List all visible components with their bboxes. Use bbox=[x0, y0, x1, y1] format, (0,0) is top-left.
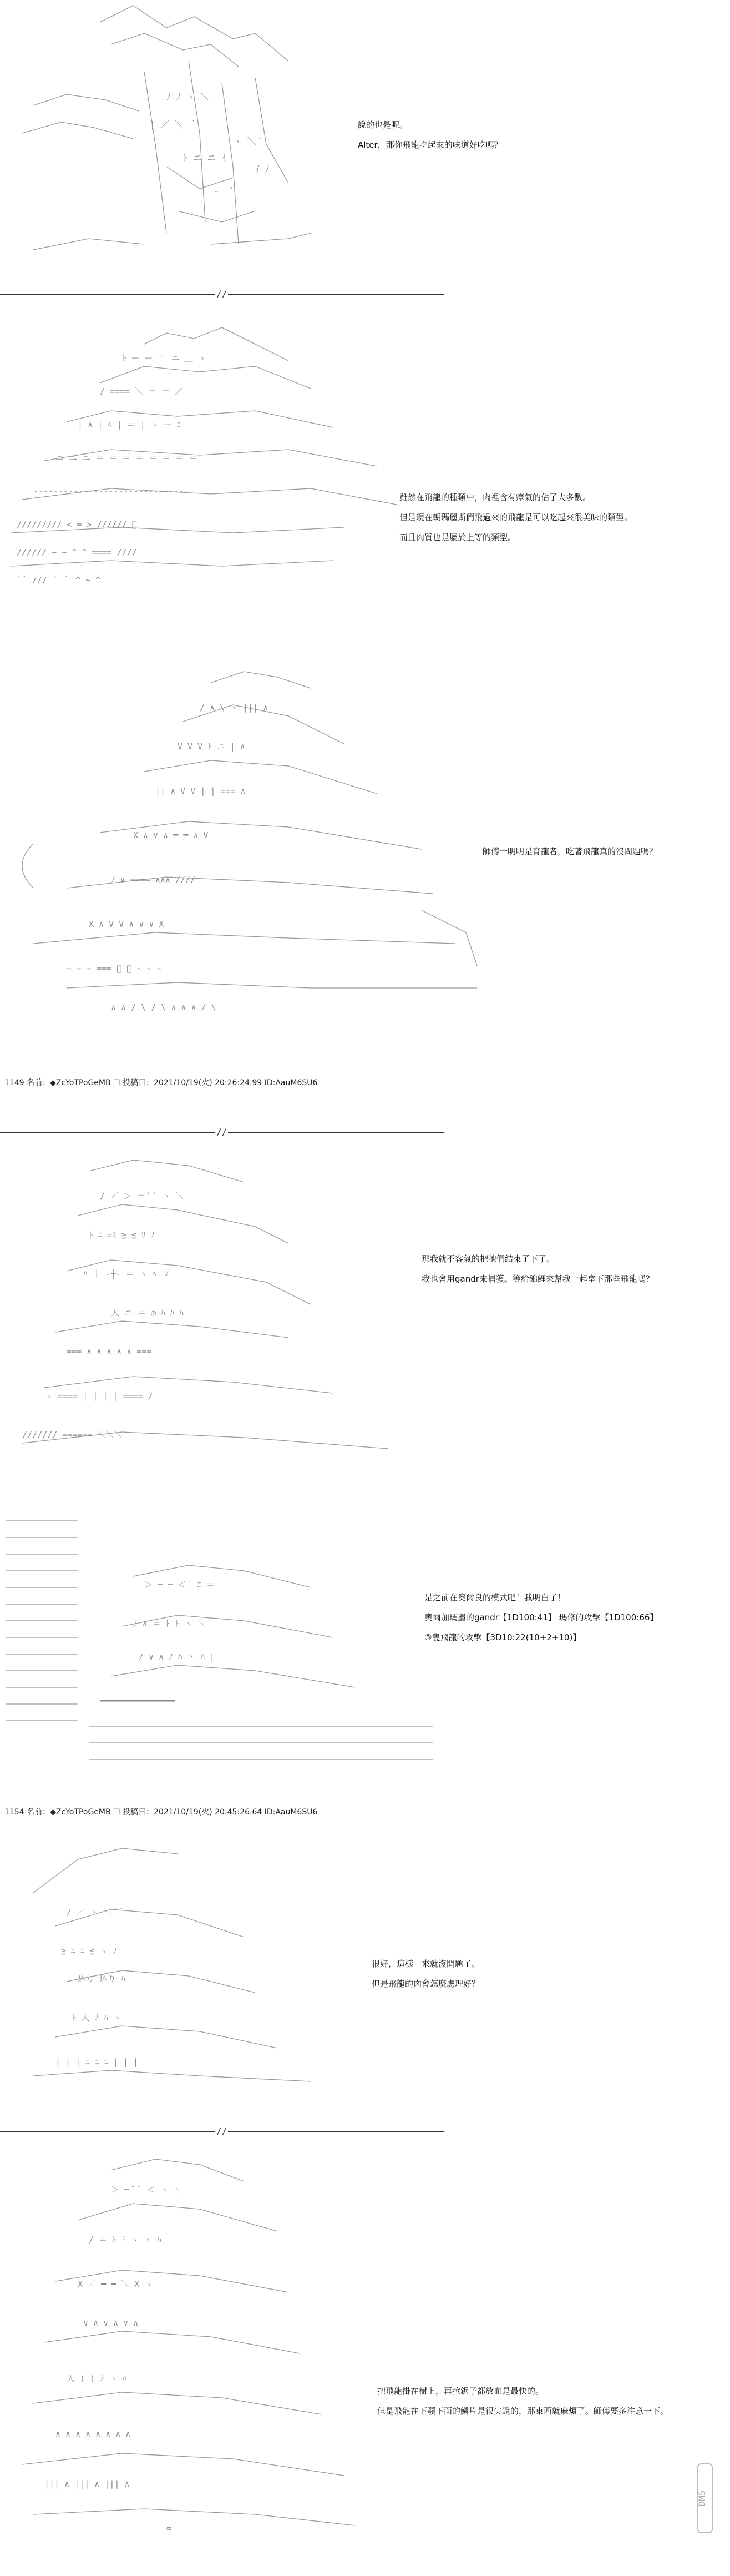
svg-text:| ∧ | ﾍ | ＝ | ゝ ー ﾆ: | ∧ | ﾍ | ＝ | ゝ ー ﾆ bbox=[78, 420, 181, 430]
dialogue-line: 奧爾加瑪麗的gandr【1D100:41】 瑪修的攻擊【1D100:66】 bbox=[424, 1612, 658, 1622]
watermark-text: DM5 bbox=[697, 2490, 707, 2507]
svg-text:/ ＝ ﾄ ﾄ ヽ ヽ ﾊ: / ＝ ﾄ ﾄ ヽ ヽ ﾊ bbox=[89, 2235, 161, 2245]
svg-text:ヽ ==== | | | | ==== /: ヽ ==== | | | | ==== / bbox=[44, 1391, 153, 1401]
divider-mark: // bbox=[216, 2126, 227, 2136]
ascii-art-character-2 bbox=[0, 311, 730, 655]
panel-4 bbox=[0, 1149, 730, 1504]
svg-text:ﾞ ﾞ /// ´ ｀ ^ ~ ^: ﾞ ﾞ /// ´ ｀ ^ ~ ^ bbox=[17, 575, 101, 585]
ascii-art-character-4 bbox=[0, 1149, 730, 1504]
svg-text:X ／ ━ ━ ＼ X ヽ: X ／ ━ ━ ＼ X ヽ bbox=[78, 2279, 153, 2289]
watermark-logo bbox=[688, 2459, 722, 2537]
dialogue-line: 師傅一明明是育龍者，吃著飛龍真的沒問題嗎？ bbox=[483, 846, 658, 856]
svg-text:X ∧ V V ∧ ∨ ∨ X: X ∧ V V ∧ ∨ ∨ X bbox=[89, 919, 164, 929]
svg-text:込り 込り ﾊ: 込り 込り ﾊ bbox=[78, 1974, 125, 1984]
dialogue-line: 說的也是呢。 bbox=[358, 120, 408, 130]
svg-text:ｲ ﾉ: ｲ ﾉ bbox=[255, 164, 270, 174]
svg-text:|| ∧ V V | | === ∧: || ∧ V V | | === ∧ bbox=[155, 786, 246, 796]
panel-1 bbox=[0, 0, 730, 289]
svg-text:ﾉ ﾉ ヽ ＼: ﾉ ﾉ ヽ ＼ bbox=[166, 92, 209, 102]
dialogue-6 bbox=[372, 1954, 480, 1994]
svg-text:ﾉ ∧ ＝ ﾄ ﾄ ヽ ＼: ﾉ ∧ ＝ ﾄ ﾄ ヽ ＼ bbox=[133, 1619, 206, 1629]
svg-text:| ／ ＼ ｀: | ／ ＼ ｀ bbox=[150, 119, 198, 130]
panel-3 bbox=[0, 655, 730, 1066]
svg-text:ﾄ ニ ニ ｲ: ﾄ ニ ニ ｲ bbox=[183, 153, 226, 163]
post-header-2 bbox=[4, 1806, 317, 1817]
svg-text:/ ==== ＼ ＝ ＝ ／: / ==== ＼ ＝ ＝ ／ bbox=[100, 386, 184, 396]
svg-text:∨ ∧ ∨ ∧ ∨ ∧: ∨ ∧ ∨ ∧ ∨ ∧ bbox=[83, 2318, 139, 2328]
dialogue-line: 是之前在奧爾良的模式吧！我明白了！ bbox=[424, 1592, 566, 1602]
section-divider bbox=[0, 289, 730, 300]
svg-text:V V V ﾄ ニ | ∧: V V V ﾄ ニ | ∧ bbox=[178, 742, 245, 752]
ascii-art-character-5 bbox=[0, 1504, 730, 1809]
svg-text:∞: ∞ bbox=[166, 2523, 172, 2533]
dialogue-line: 我也會用gandr來捕獲。等給錦鯉來幫我一起拿下那些飛龍嗎？ bbox=[422, 1274, 654, 1284]
dialogue-1 bbox=[358, 115, 503, 155]
dialogue-7 bbox=[377, 2381, 668, 2421]
svg-text:∧ ∧ / \ / \ ∧ ∧ ∧ / \: ∧ ∧ / \ / \ ∧ ∧ ∧ / \ bbox=[111, 1002, 216, 1012]
dialogue-line: 而且肉質也是屬於上等的類型。 bbox=[399, 532, 516, 542]
dialogue-3 bbox=[483, 841, 657, 861]
divider-mark: // bbox=[216, 1127, 227, 1137]
svg-text:/ ／ ヽ ＼ ﾞ ﾞ: / ／ ヽ ＼ ﾞ ﾞ bbox=[67, 1907, 124, 1917]
dialogue-line: 把飛龍掛在樹上，再拉鋸子都放血是最快的。 bbox=[377, 2386, 544, 2396]
section-divider bbox=[0, 1127, 730, 1138]
svg-text:人 ニ ＝ ◎ ﾊ ﾊ ﾊ: 人 ニ ＝ ◎ ﾊ ﾊ ﾊ bbox=[111, 1308, 184, 1318]
svg-text:ﾄ ー ー ＝ ニ ＿ ヽ: ﾄ ー ー ＝ ニ ＿ ヽ bbox=[122, 353, 206, 363]
svg-text:＞ ─ ﾞ ﾞ ＜ ヽ ＼: ＞ ─ ﾞ ﾞ ＜ ヽ ＼ bbox=[111, 2185, 182, 2195]
svg-text:ﾉ ∨ ==== ∧∧∧ ////: ﾉ ∨ ==== ∧∧∧ //// bbox=[111, 875, 195, 885]
svg-text:ヽ ＼ ﾞ: ヽ ＼ ﾞ bbox=[233, 136, 263, 147]
dialogue-line: 那我就不客氣的把牠們結束了下了。 bbox=[422, 1254, 555, 1264]
svg-text:ﾄ 人 ﾉ ﾊ ヽ: ﾄ 人 ﾉ ﾊ ヽ bbox=[72, 2013, 121, 2023]
svg-text:ニ ニ ニ ＝ ＝ ＝ ＝ ＝ ＝ ＝ ＝: ニ ニ ニ ＝ ＝ ＝ ＝ ＝ ＝ ＝ ＝ bbox=[55, 453, 197, 463]
ascii-art-character-6 bbox=[0, 1826, 730, 2115]
dialogue-line: 但是現在朝瑪麗斯們飛過來的飛龍是可以吃起來很美味的類型。 bbox=[399, 512, 633, 522]
post-info-text: 1149 名前：◆ZcYoTPoGeMB ☐ 投稿日：2021/10/19(火) 20:26:24.99 ID:AauM6SU6 bbox=[4, 1078, 318, 1087]
dialogue-line: ③隻飛龍的攻擊【3D10:22(10+2+10)】 bbox=[424, 1632, 581, 1642]
svg-text:////// ~ ~ ^ ^ ==== ////: ////// ~ ~ ^ ^ ==== //// bbox=[17, 547, 137, 557]
svg-text:＞ ─ ─ ＜ ﾞ ﾆ ＝: ＞ ─ ─ ＜ ﾞ ﾆ ＝ bbox=[144, 1580, 215, 1590]
panel-7 bbox=[0, 2148, 730, 2576]
dialogue-2 bbox=[399, 487, 632, 547]
svg-text:/ ∧ \ ヽ ||| ∧: / ∧ \ ヽ ||| ∧ bbox=[200, 703, 268, 713]
ascii-art-character-7 bbox=[0, 2148, 730, 2576]
dialogue-line: 但是飛龍的肉會怎麼處理好？ bbox=[372, 1979, 480, 1989]
post-info-text: 1154 名前：◆ZcYoTPoGeMB ☐ 投稿日：2021/10/19(火) 20:45:26.64 ID:AauM6SU6 bbox=[4, 1808, 318, 1817]
site-watermark bbox=[688, 2459, 722, 2537]
svg-text://///// ====== ＼＼＼: /////// ====== ＼＼＼ bbox=[22, 1430, 123, 1440]
dialogue-line: 雖然在飛龍的種類中，肉裡含有瘴氣的佔了大多數。 bbox=[399, 492, 591, 502]
svg-text:| | | ﾆ ﾆ ﾆ | | |: | | | ﾆ ﾆ ﾆ | | | bbox=[55, 2057, 138, 2067]
svg-text:||| ∧ ||| ∧ ||| ∧: ||| ∧ ||| ∧ ||| ∧ bbox=[44, 2479, 130, 2489]
svg-text:------------------------------: ------------------------------ bbox=[33, 486, 184, 496]
panel-2 bbox=[0, 311, 730, 655]
dialogue-5 bbox=[424, 1587, 658, 1647]
post-header-1 bbox=[4, 1077, 317, 1088]
svg-text:｀ ー ´: ｀ ー ´ bbox=[200, 186, 234, 196]
svg-text:≧ ﾆ ﾆ ≦ ヽ ﾉ: ≧ ﾆ ﾆ ≦ ヽ ﾉ bbox=[61, 1946, 117, 1956]
section-divider bbox=[0, 2126, 730, 2137]
svg-text:~ ~ ~ === ﾞ ﾞ ~ ~ ~: ~ ~ ~ === ﾞ ﾞ ~ ~ ~ bbox=[67, 964, 162, 974]
dialogue-line: 很好，這樣一來就沒問題了。 bbox=[372, 1959, 480, 1969]
svg-text:X ∧ ∨ ∧ ═ ═ ∧ V: X ∧ ∨ ∧ ═ ═ ∧ V bbox=[133, 830, 209, 840]
panel-5 bbox=[0, 1504, 730, 1809]
svg-text:/ ／ ＞ ＝ ﾞ ﾞ ヽ ＼: / ／ ＞ ＝ ﾞ ﾞ ヽ ＼ bbox=[100, 1191, 184, 1201]
svg-text:/ ∨ ∧ ﾉ ﾊ ヽ ﾊ |: / ∨ ∧ ﾉ ﾊ ヽ ﾊ | bbox=[139, 1652, 215, 1662]
svg-text:═══════════════: ═══════════════ bbox=[100, 1696, 175, 1706]
dialogue-line: Alter，那你飛龍吃起來的味道好吃嗎？ bbox=[358, 140, 503, 150]
svg-text:ﾊ ｜ -┼- ＝ ヽ ﾍ ゞ: ﾊ ｜ -┼- ＝ ヽ ﾍ ゞ bbox=[83, 1269, 170, 1279]
dialogue-line: 但是飛龍在下顎下面的鱗片是很尖銳的，那東西就麻煩了。師傅要多注意一下。 bbox=[377, 2406, 669, 2416]
divider-mark: // bbox=[216, 289, 227, 299]
panel-6 bbox=[0, 1826, 730, 2115]
svg-text:人 ( ) ﾉ ヽ ﾊ: 人 ( ) ﾉ ヽ ﾊ bbox=[67, 2373, 127, 2383]
svg-text:///////// < = > ////// ﾞ: ///////// < = > ////// ﾞ bbox=[17, 520, 137, 530]
svg-text:ﾄ ﾆ =ﾐ ≧ ≦ ﾘ ﾉ: ﾄ ﾆ =ﾐ ≧ ≦ ﾘ ﾉ bbox=[89, 1230, 155, 1240]
dialogue-4 bbox=[422, 1249, 654, 1289]
svg-text:∧ ∧ ∧ ∧ ∧ ∧ ∧ ∧: ∧ ∧ ∧ ∧ ∧ ∧ ∧ ∧ bbox=[55, 2429, 131, 2439]
svg-text:=== ∧ ∧ ∧ ∧ ∧ ===: === ∧ ∧ ∧ ∧ ∧ === bbox=[67, 1347, 152, 1357]
